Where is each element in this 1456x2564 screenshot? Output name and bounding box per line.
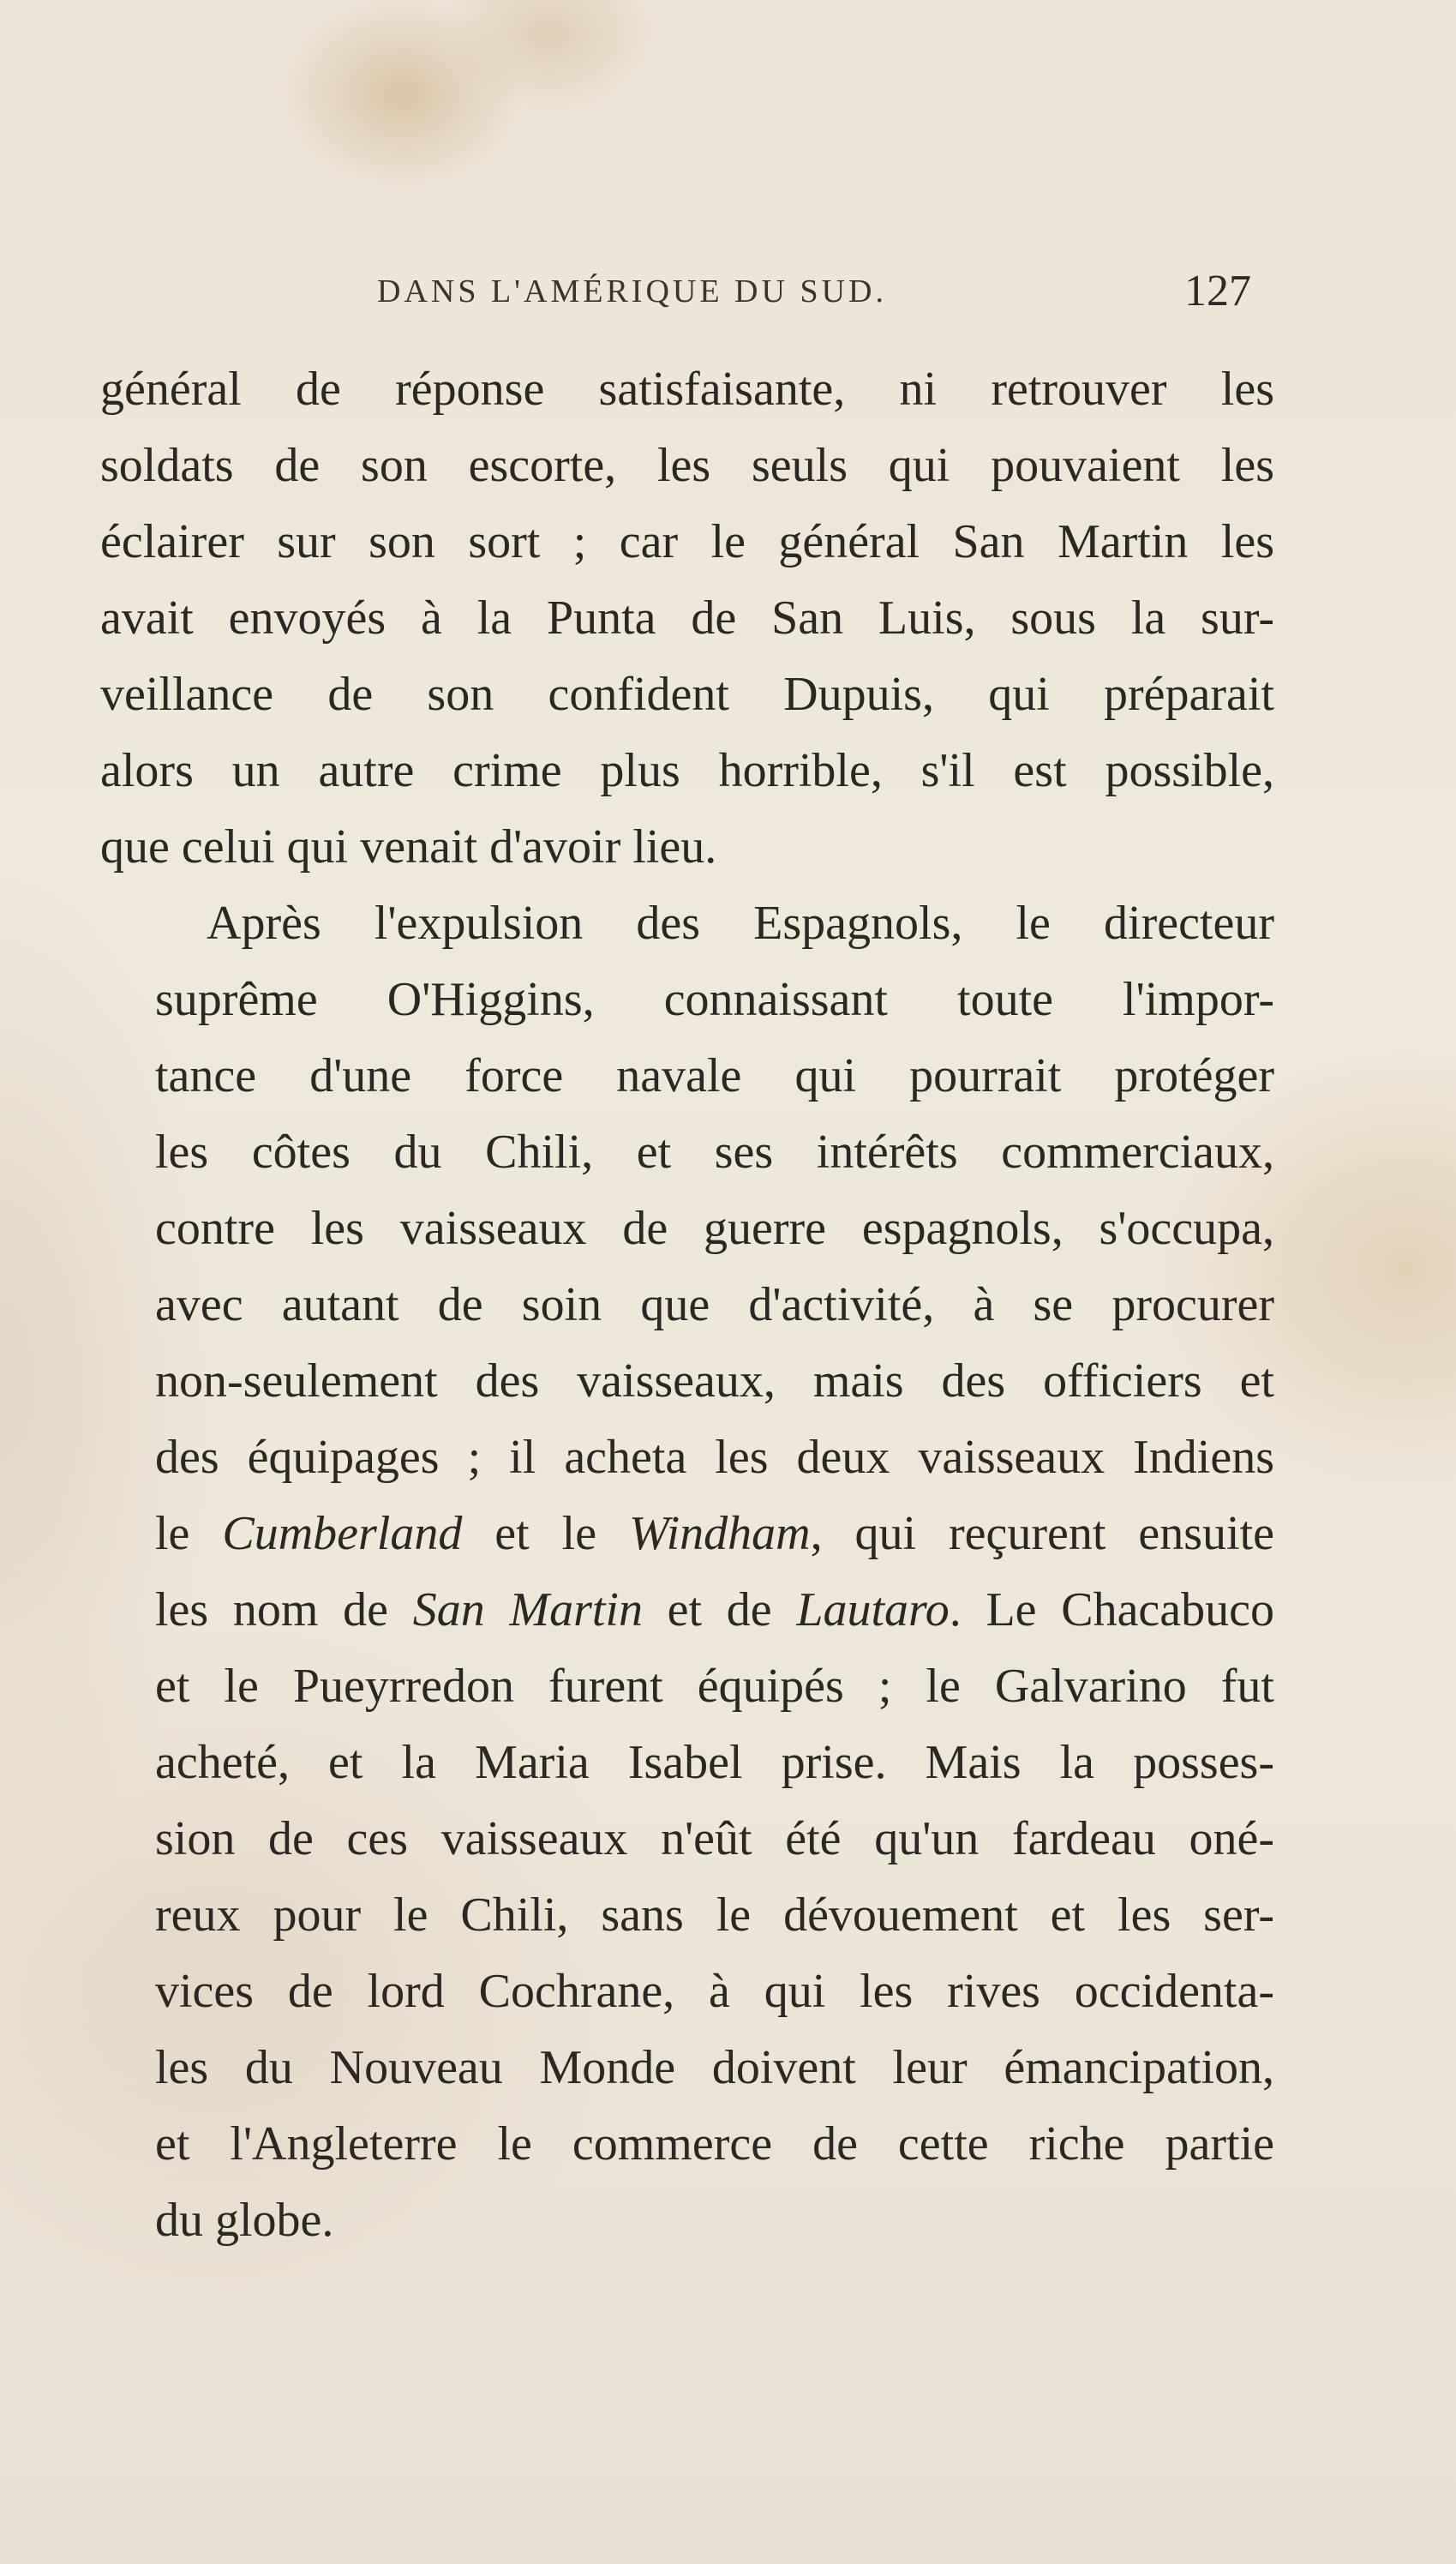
ship-name-italic: Lautaro [796,1583,950,1636]
text-line: non-seulement des vaisseaux, mais des officiers et [155,1354,1274,1408]
text-segment: , qui reçurent ensuite [810,1507,1274,1560]
text-line: que celui qui venait d'avoir lieu. [100,820,717,874]
page-header [377,266,1251,317]
text-segment: et de [642,1583,797,1636]
text-line: général de réponse satisfaisante, ni retrouver les [100,363,1274,416]
text-line: alors un autre crime plus horrible, s'il est possible, [100,744,1274,797]
text-line: contre les vaisseaux de guerre espagnols, s'occupa, [155,1202,1274,1255]
text-line: sion de ces vaisseaux n'eût été qu'un fardeau oné- [155,1812,1274,1865]
text-line: vices de lord Cochrane, à qui les rives occidenta- [155,1965,1274,2018]
text-line: les du Nouveau Monde doivent leur émancipation, [155,2041,1274,2094]
ship-name-italic: Windham [629,1507,811,1560]
text-line: tance d'une force navale qui pourrait protéger [155,1049,1274,1102]
text-line: soldats de son escorte, les seuls qui pouvaient les [100,439,1274,492]
page-number: 127 [1184,267,1251,315]
text-segment: les nom de [155,1583,413,1636]
text-line: veillance de son confident Dupuis, qui préparait [100,668,1274,721]
page-body [100,351,1274,2259]
paragraph-2 [100,886,1274,2259]
text-line: avait envoyés à la Punta de San Luis, sous la sur- [100,591,1274,645]
paragraph-1 [100,351,1274,886]
text-line: Après l'expulsion des Espagnols, le directeur [207,897,1274,950]
text-line: acheté, et la Maria Isabel prise. Mais la posses- [155,1736,1274,1789]
text-segment: le [155,1507,223,1560]
text-line: les côtes du Chili, et ses intérêts commerciaux, [155,1126,1274,1179]
text-line-italic-names [100,1496,1274,1572]
text-segment: . Le Chacabuco [949,1583,1274,1636]
text-line: des équipages ; il acheta les deux vaisseaux Indiens [155,1431,1274,1484]
text-line: suprême O'Higgins, connaissant toute l'impor- [155,973,1274,1026]
text-line: et le Pueyrredon furent équipés ; le Galvarino fut [155,1660,1274,1713]
text-line: éclairer sur son sort ; car le général San Martin les [100,515,1274,568]
ship-name-italic: Cumberland [222,1507,463,1560]
text-line-italic-names [100,1572,1274,1648]
text-segment: et le [462,1507,630,1560]
ship-name-italic: San Martin [412,1583,643,1636]
text-line: et l'Angleterre le commerce de cette riche partie [155,2117,1274,2171]
text-line: avec autant de soin que d'activité, à se procurer [155,1278,1274,1331]
text-line: reux pour le Chili, sans le dévouement et les ser- [155,1888,1274,1942]
text-line: du globe. [155,2194,334,2247]
running-head: DANS L'AMÉRIQUE DU SUD. [377,273,887,309]
